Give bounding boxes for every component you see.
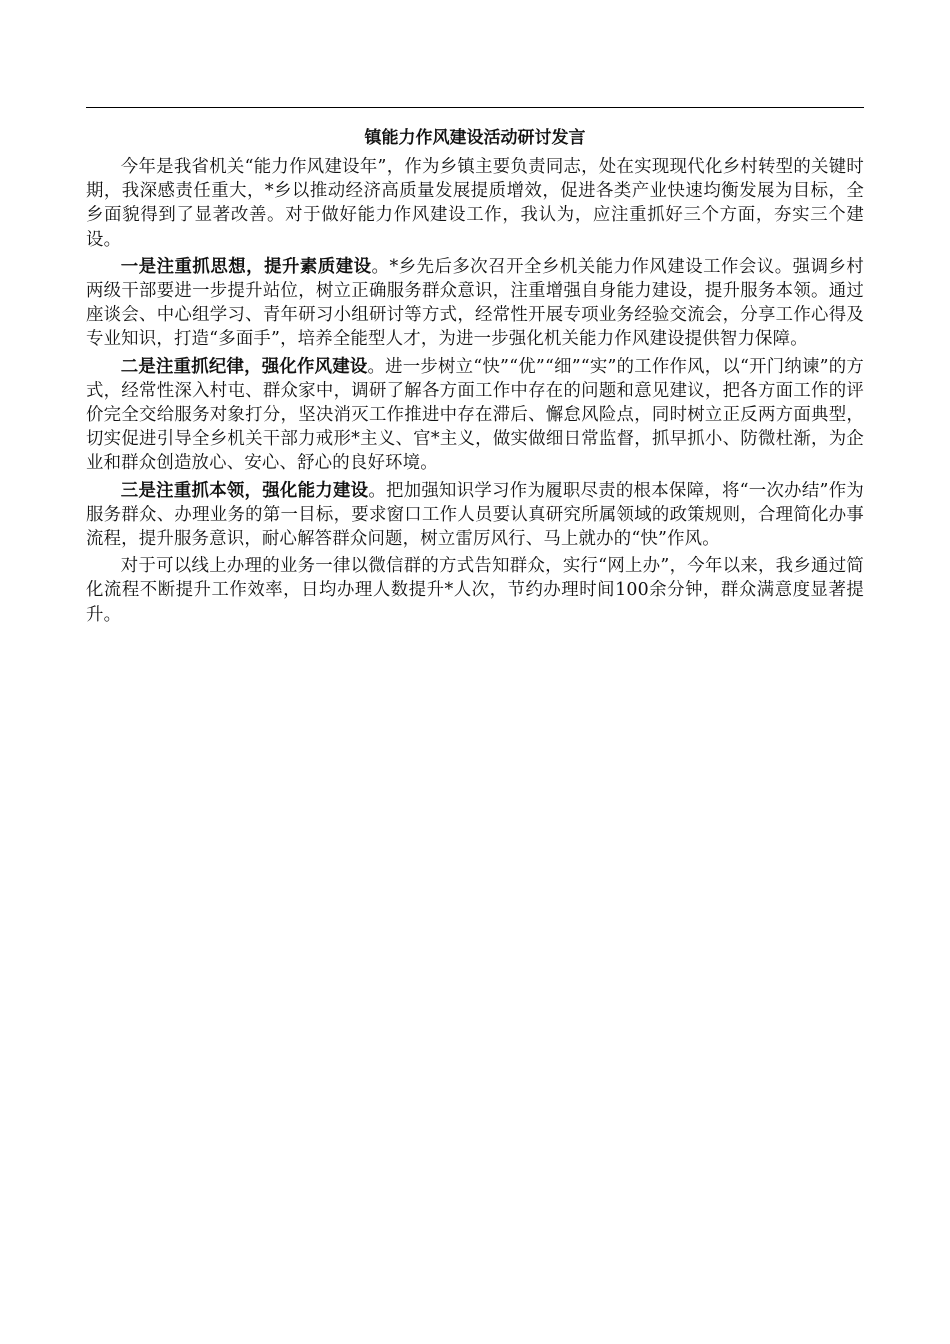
section-paragraph-2: [86, 355, 864, 476]
paragraph-text: 。进一步树立“快”“优”“细”“实”的工作作风，以“开门纳谏”的方式，经常性深入村屯、群众家中，调研了解各方面工作中存在的问题和意见建议，把各方面工作的评价完全交给服务对象打分，坚决消灭工作推进中存在滞后、懈怠风险点，同时树立正反两方面典型，切实促进引导全乡机关干部力戒形*主义、官*主义，做实做细日常监督，抓早抓小、防微杜渐，为企业和群众创造放心、安心、舒心的良好环境。: [86, 356, 864, 474]
paragraph-text: 对于可以线上办理的业务一律以微信群的方式告知群众，实行“网上办”，今年以来，我乡通过简化流程不断提升工作效率，日均办理人数提升*人次，节约办理时间100余分钟，群众满意度显著提升。: [86, 556, 864, 625]
paragraph-text: 。*乡先后多次召开全乡机关能力作风建设工作会议。强调乡村两级干部要进一步提升站位，树立正确服务群众意识，注重增强自身能力建设，提升服务本领。通过座谈会、中心组学习、青年研习小组研讨等方式，经常性开展专项业务经验交流会，分享工作心得及专业知识，打造“多面手”，培养全能型人才，为进一步强化机关能力作风建设提供智力保障。: [86, 256, 864, 350]
section-heading-3: 三是注重抓本领，强化能力建设: [120, 480, 369, 501]
paragraph-text: 今年是我省机关“能力作风建设年”，作为乡镇主要负责同志，处在实现现代化乡村转型的关键时期，我深感责任重大，*乡以推动经济高质量发展提质增效，促进各类产业快速均衡发展为目标，全乡面貌得到了显著改善。对于做好能力作风建设工作，我认为，应注重抓好三个方面，夯实三个建设。: [86, 157, 864, 250]
section-heading-2: 二是注重抓纪律，强化作风建设: [120, 356, 368, 377]
section-paragraph-3: [86, 479, 864, 552]
paragraph-text: 。把加强知识学习作为履职尽责的根本保障，将“一次办结”作为服务群众、办理业务的第一目标，要求窗口工作人员要认真研究所属领域的政策规则，合理简化办事流程，提升服务意识，耐心解答群众问题，树立雷厉风行、马上就办的“快”作风。: [86, 480, 864, 550]
section-heading-1: 一是注重抓思想，提升素质建设: [120, 256, 372, 277]
header-rule: [86, 107, 864, 108]
section-paragraph-1: [86, 255, 864, 352]
closing-paragraph: [86, 554, 864, 627]
intro-paragraph: [86, 155, 864, 252]
document-title: 镇能力作风建设活动研讨发言: [364, 128, 586, 148]
document-body: [86, 155, 864, 630]
